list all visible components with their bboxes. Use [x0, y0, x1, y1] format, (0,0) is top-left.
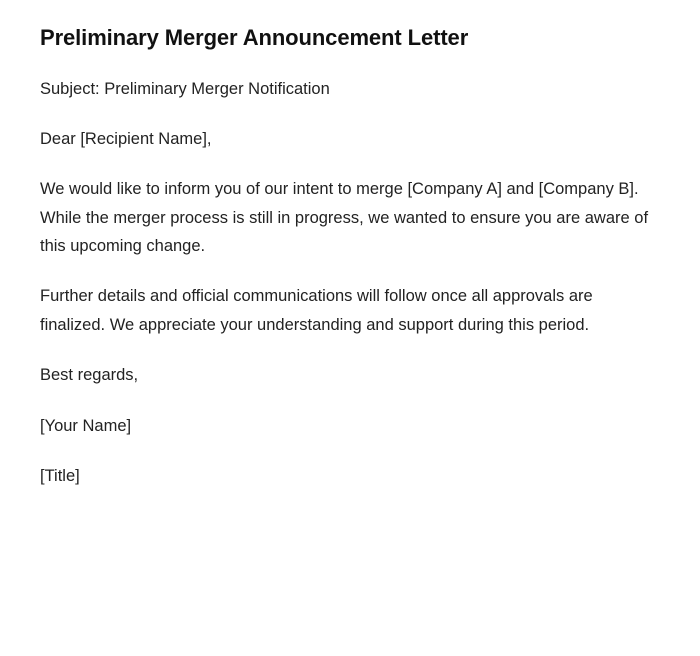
letter-subject-line: Subject: Preliminary Merger Notification	[40, 79, 330, 98]
letter-body-paragraph-1: We would like to inform you of our intent to merge [Company A] and [Company B]. While the merger process is still in progress, we wanted to ensure you are aware of this upcoming change.	[40, 180, 649, 256]
letter-signature-title: [Title]	[40, 466, 80, 485]
letter-salutation: Dear [Recipient Name],	[40, 129, 212, 148]
letter-body-paragraph-2: Further details and official communications will follow once all approvals are finalized. We appreciate your understanding and support during this period.	[40, 287, 593, 334]
page-title: Preliminary Merger Announcement Letter	[40, 25, 469, 50]
letter-closing: Best regards,	[40, 366, 139, 385]
letter-signature-name: [Your Name]	[40, 416, 132, 435]
